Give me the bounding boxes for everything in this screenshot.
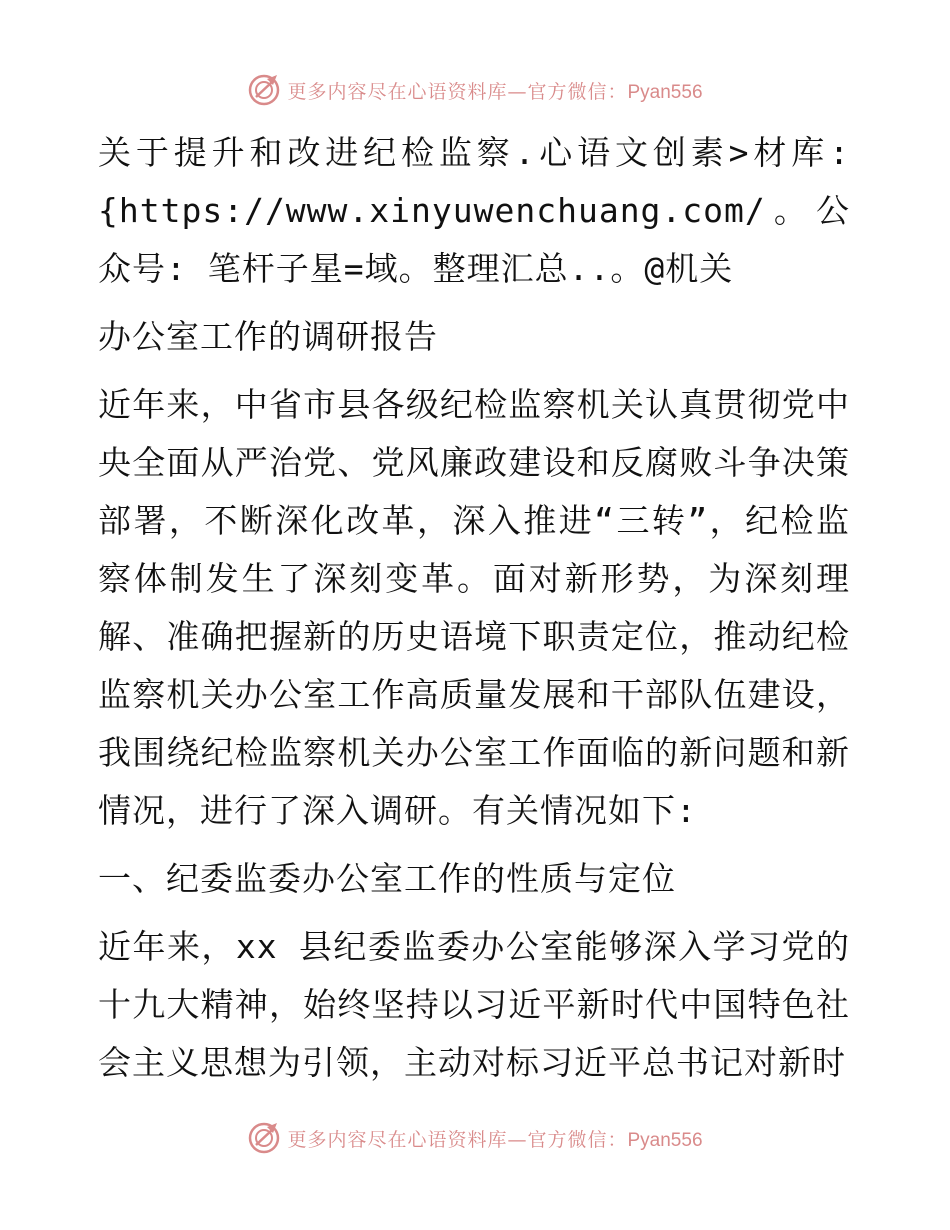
section-heading: 一、纪委监委办公室工作的性质与定位 — [98, 859, 676, 898]
section-paragraph: 近年来，xx 县纪委监委办公室能够深入学习党的十九大精神，始终坚持以习近平新时代中国特色社会主义思想为引领，主动对标习近平总书记对新时 — [98, 927, 850, 1082]
title-paragraph: 关于提升和改进纪检监察.心语文创素>材库:{https://www.xinyuwenchuang.com/。公众号: 笔杆子星=域。整理汇总..。@机关 — [98, 133, 850, 288]
pen-logo-icon — [247, 73, 281, 107]
pen-logo-icon — [247, 1121, 281, 1155]
title-continuation: 办公室工作的调研报告 — [98, 317, 438, 356]
document-body — [98, 124, 850, 1102]
watermark-text: 更多内容尽在心语资料库—官方微信：Pyan556 — [287, 1128, 703, 1151]
intro-paragraph: 近年来，中省市县各级纪检监察机关认真贯彻党中央全面从严治党、党风廉政建设和反腐败斗争决策部署，不断深化改革，深入推进“三转”，纪检监察体制发生了深刻变革。面对新形势，为深刻理解、准确把握新的历史语境下职责定位，推动纪检监察机关办公室工作高质量发展和干部队伍建设，我围绕纪检监察机关办公室工作面临的新问题和新情况，进行了深入调研。有关情况如下: — [98, 385, 850, 830]
header-watermark — [0, 70, 950, 110]
footer-watermark — [0, 1118, 950, 1158]
watermark-text: 更多内容尽在心语资料库—官方微信：Pyan556 — [287, 80, 703, 103]
